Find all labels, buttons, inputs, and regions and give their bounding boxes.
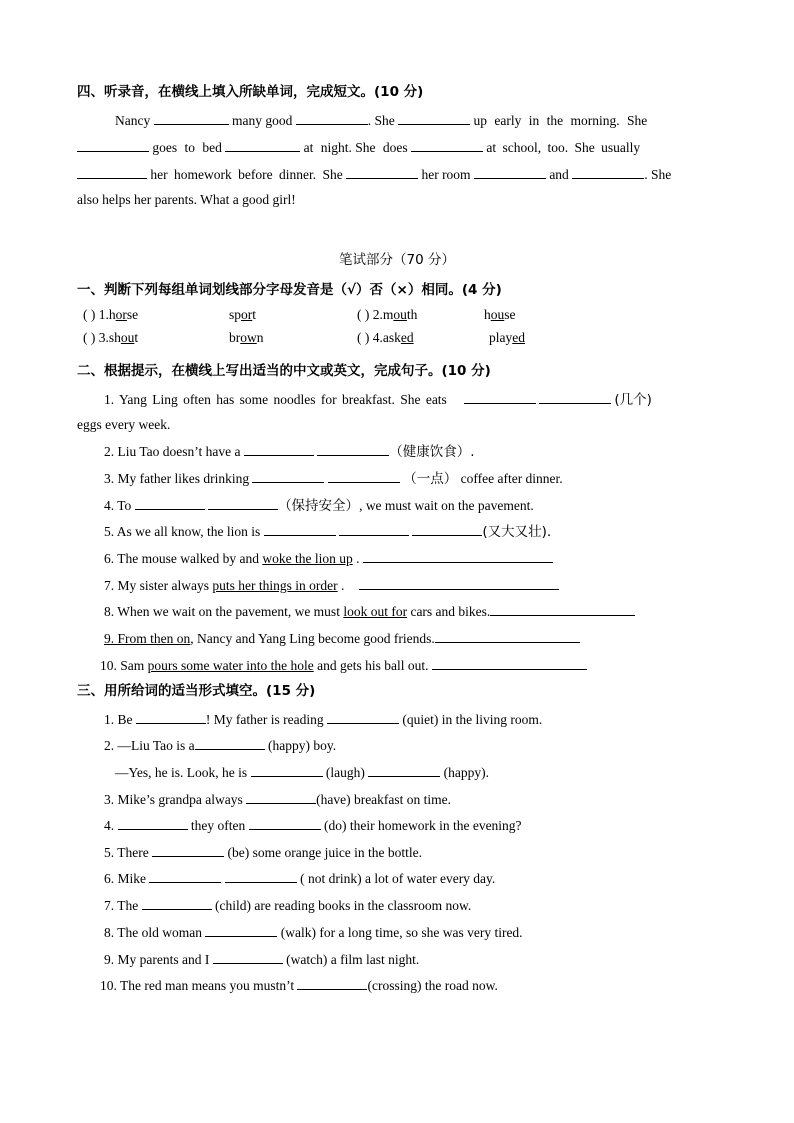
text: her homework before dinner. She xyxy=(150,167,343,182)
s1-item-1-word2 xyxy=(229,307,256,323)
text: 6. Mike xyxy=(104,871,146,886)
s2-q8 xyxy=(104,603,635,620)
text: ask xyxy=(382,330,401,345)
text: —Yes, he is. Look, he is xyxy=(115,765,248,780)
answer-blank[interactable] xyxy=(327,711,399,724)
text: 6. The mouse walked by and xyxy=(104,551,259,566)
answer-paren[interactable]: ( ) xyxy=(83,307,96,322)
underlined-letters: ed xyxy=(512,330,525,345)
answer-blank[interactable] xyxy=(142,897,212,910)
answer-blank[interactable] xyxy=(490,603,635,616)
text: sh xyxy=(108,330,121,345)
answer-blank[interactable] xyxy=(136,711,206,724)
answer-blank[interactable] xyxy=(77,166,147,179)
text: 8. The old woman xyxy=(104,925,202,940)
text: sp xyxy=(229,307,242,322)
hint: （一点） xyxy=(403,471,458,487)
text: 5. There xyxy=(104,845,149,860)
text: (do) their homework in the evening? xyxy=(323,818,522,833)
text: h xyxy=(484,307,491,322)
answer-blank[interactable] xyxy=(195,737,265,750)
answer-paren[interactable]: ( ) xyxy=(357,330,370,345)
s1-item-2 xyxy=(357,307,417,323)
text: many good xyxy=(231,113,293,128)
answer-blank[interactable] xyxy=(432,657,587,670)
answer-blank[interactable] xyxy=(249,817,321,830)
answer-blank[interactable] xyxy=(205,924,277,937)
s1-item-3 xyxy=(83,330,138,346)
s3-q9 xyxy=(104,951,419,968)
text: . xyxy=(356,551,360,566)
underlined-letters: ed xyxy=(400,330,414,345)
text: coffee after dinner. xyxy=(460,471,563,486)
answer-blank[interactable] xyxy=(149,870,221,883)
listening-line-2 xyxy=(77,139,640,156)
answer-blank[interactable] xyxy=(368,764,440,777)
answer-blank[interactable] xyxy=(246,791,316,804)
answer-blank[interactable] xyxy=(539,391,611,404)
text: 8. When we wait on the pavement, we must xyxy=(104,604,340,619)
text: goes to bed xyxy=(152,140,222,155)
answer-blank[interactable] xyxy=(328,470,400,483)
s3-q6 xyxy=(104,870,495,887)
s2-q1 xyxy=(104,391,652,408)
text: (crossing) the road now. xyxy=(367,978,498,993)
underlined-letters: or xyxy=(115,307,127,322)
answer-blank[interactable] xyxy=(251,764,323,777)
s2-q2 xyxy=(104,443,475,460)
text: 4. To xyxy=(104,498,132,513)
answer-blank[interactable] xyxy=(154,112,229,125)
text: 1. Be xyxy=(104,712,133,727)
underlined-letters: ou xyxy=(393,307,407,322)
answer-blank[interactable] xyxy=(208,497,278,510)
answer-paren[interactable]: ( ) xyxy=(357,307,370,322)
answer-blank[interactable] xyxy=(252,470,324,483)
text: 7. My sister always xyxy=(104,578,209,593)
s1-item-4-word2 xyxy=(489,330,525,346)
s1-item-1 xyxy=(83,307,138,323)
text: (child) are reading books in the classroom now. xyxy=(215,898,472,913)
text: ( not drink) a lot of water every day. xyxy=(300,871,496,886)
underlined-phrase: puts her things in order xyxy=(212,578,338,593)
answer-blank[interactable] xyxy=(213,951,283,964)
text: t xyxy=(252,307,257,322)
text: and xyxy=(549,167,569,182)
s3-q3 xyxy=(104,791,451,808)
item-number: 1. xyxy=(98,307,109,322)
text: . xyxy=(340,578,345,593)
answer-blank[interactable] xyxy=(244,443,314,456)
s2-q6 xyxy=(104,550,553,567)
item-number: 2. xyxy=(372,307,383,322)
answer-blank[interactable] xyxy=(474,166,546,179)
underlined-letters: ou xyxy=(120,330,135,345)
text: (watch) a film last night. xyxy=(286,952,420,967)
text: 1. Yang Ling often has some noodles for breakfast. She eats xyxy=(104,392,447,407)
underlined-phrase: 9. From then on xyxy=(104,631,191,646)
hint: (几个) xyxy=(614,392,652,408)
s2-q7 xyxy=(104,577,559,594)
s3-q5 xyxy=(104,844,422,861)
text: n xyxy=(256,330,264,345)
answer-blank[interactable] xyxy=(464,391,536,404)
answer-blank[interactable] xyxy=(264,523,336,536)
text: at school, too. She usually xyxy=(486,140,641,155)
answer-blank[interactable] xyxy=(152,844,224,857)
text: (happy). xyxy=(443,765,489,780)
text: 3. My father likes drinking xyxy=(104,471,250,486)
answer-blank[interactable] xyxy=(317,443,389,456)
s3-q2 xyxy=(104,737,336,754)
text: th xyxy=(406,307,418,322)
answer-blank[interactable] xyxy=(435,630,580,643)
text: 10. The red man means you mustn’t xyxy=(100,978,295,993)
text: they often xyxy=(190,818,246,833)
text: She does xyxy=(355,140,408,155)
s3-q10 xyxy=(100,977,498,994)
text: h xyxy=(108,307,116,322)
s3-q2-reply xyxy=(115,764,489,781)
text: (walk) for a long time, so she was very tired. xyxy=(280,925,523,940)
text: , we must wait on the pavement. xyxy=(359,498,534,513)
text: (laugh) xyxy=(325,765,365,780)
listening-heading: 四、听录音，在横线上填入所缺单词，完成短文。(10 分) xyxy=(77,84,424,100)
text: se xyxy=(504,307,516,322)
s2-q1-cont: eggs every week. xyxy=(77,417,171,432)
s1-item-3-word2 xyxy=(229,330,264,346)
text: up early in the morning. She xyxy=(473,113,648,128)
answer-blank[interactable] xyxy=(297,977,367,990)
s2-q4 xyxy=(104,497,534,514)
item-number: 4. xyxy=(372,330,383,345)
answer-blank[interactable] xyxy=(296,112,368,125)
underlined-phrase: woke the lion up xyxy=(262,551,353,566)
text: 4. xyxy=(104,818,115,833)
s1-item-4 xyxy=(357,330,414,346)
underlined-letters: ow xyxy=(240,330,257,345)
section1-heading: 一、判断下列每组单词划线部分字母发音是（√）否（×）相同。(4 分) xyxy=(77,282,502,298)
underlined-phrase: pours some water into the hole xyxy=(147,658,314,673)
s3-q7 xyxy=(104,897,471,914)
answer-blank[interactable] xyxy=(411,139,483,152)
answer-blank[interactable] xyxy=(412,523,482,536)
answer-blank[interactable] xyxy=(346,166,418,179)
text: 2. —Liu Tao is a xyxy=(104,738,195,753)
text: cars and bikes. xyxy=(410,604,491,619)
answer-blank[interactable] xyxy=(398,112,470,125)
s1-item-2-word2 xyxy=(484,307,516,323)
text: and gets his ball out. xyxy=(317,658,429,673)
s3-q1 xyxy=(104,711,542,728)
answer-blank[interactable] xyxy=(225,139,300,152)
section3-heading: 三、用所给词的适当形式填空。(15 分) xyxy=(77,683,316,699)
text: t xyxy=(134,330,139,345)
text: 3. Mike’s grandpa always xyxy=(104,792,243,807)
s2-q10 xyxy=(100,657,587,674)
hint: （健康饮食）. xyxy=(389,444,475,460)
text: . She xyxy=(644,167,672,182)
text: (have) breakfast on time. xyxy=(316,792,452,807)
text: 9. My parents and I xyxy=(104,952,210,967)
text: 5. As we all know, the lion is xyxy=(104,524,261,539)
answer-blank[interactable] xyxy=(339,523,409,536)
answer-blank[interactable] xyxy=(225,870,297,883)
text: (happy) boy. xyxy=(268,738,337,753)
hint: (又大又壮). xyxy=(482,524,552,540)
text: , Nancy and Yang Ling become good friends. xyxy=(190,631,435,646)
text: Nancy xyxy=(115,113,151,128)
text: se xyxy=(126,307,139,322)
underlined-letters: ou xyxy=(490,307,505,322)
text: 2. Liu Tao doesn’t have a xyxy=(104,444,241,459)
text: 7. The xyxy=(104,898,139,913)
text: (quiet) in the living room. xyxy=(402,712,543,727)
text: her room xyxy=(421,167,471,182)
text: br xyxy=(229,330,241,345)
s2-q5 xyxy=(104,523,551,540)
answer-blank[interactable] xyxy=(363,550,553,563)
listening-line-3 xyxy=(77,166,671,183)
item-number: 3. xyxy=(98,330,109,345)
s3-q4 xyxy=(104,817,522,834)
answer-blank[interactable] xyxy=(572,166,644,179)
answer-blank[interactable] xyxy=(359,577,559,590)
text: (be) some orange juice in the bottle. xyxy=(227,845,423,860)
section2-heading: 二、根据提示，在横线上写出适当的中文或英文，完成句子。(10 分) xyxy=(77,363,491,379)
s2-q3 xyxy=(104,470,563,487)
text: 10. Sam xyxy=(100,658,145,673)
listening-line-1 xyxy=(115,112,647,129)
listening-line-4: also helps her parents. What a good girl! xyxy=(77,192,296,207)
underlined-letters: or xyxy=(241,307,253,322)
answer-blank[interactable] xyxy=(135,497,205,510)
text: ! My father is reading xyxy=(205,712,324,727)
text: . She xyxy=(367,113,395,128)
text: play xyxy=(489,330,513,345)
written-part-title: 笔试部分（70 分） xyxy=(339,252,455,268)
answer-blank[interactable] xyxy=(77,139,149,152)
text: at night. xyxy=(303,140,352,155)
underlined-phrase: look out for xyxy=(343,604,408,619)
hint: （保持安全） xyxy=(278,498,360,514)
s2-q9 xyxy=(104,630,580,647)
answer-blank[interactable] xyxy=(118,817,188,830)
text: m xyxy=(382,307,394,322)
s3-q8 xyxy=(104,924,523,941)
answer-paren[interactable]: ( ) xyxy=(83,330,96,345)
